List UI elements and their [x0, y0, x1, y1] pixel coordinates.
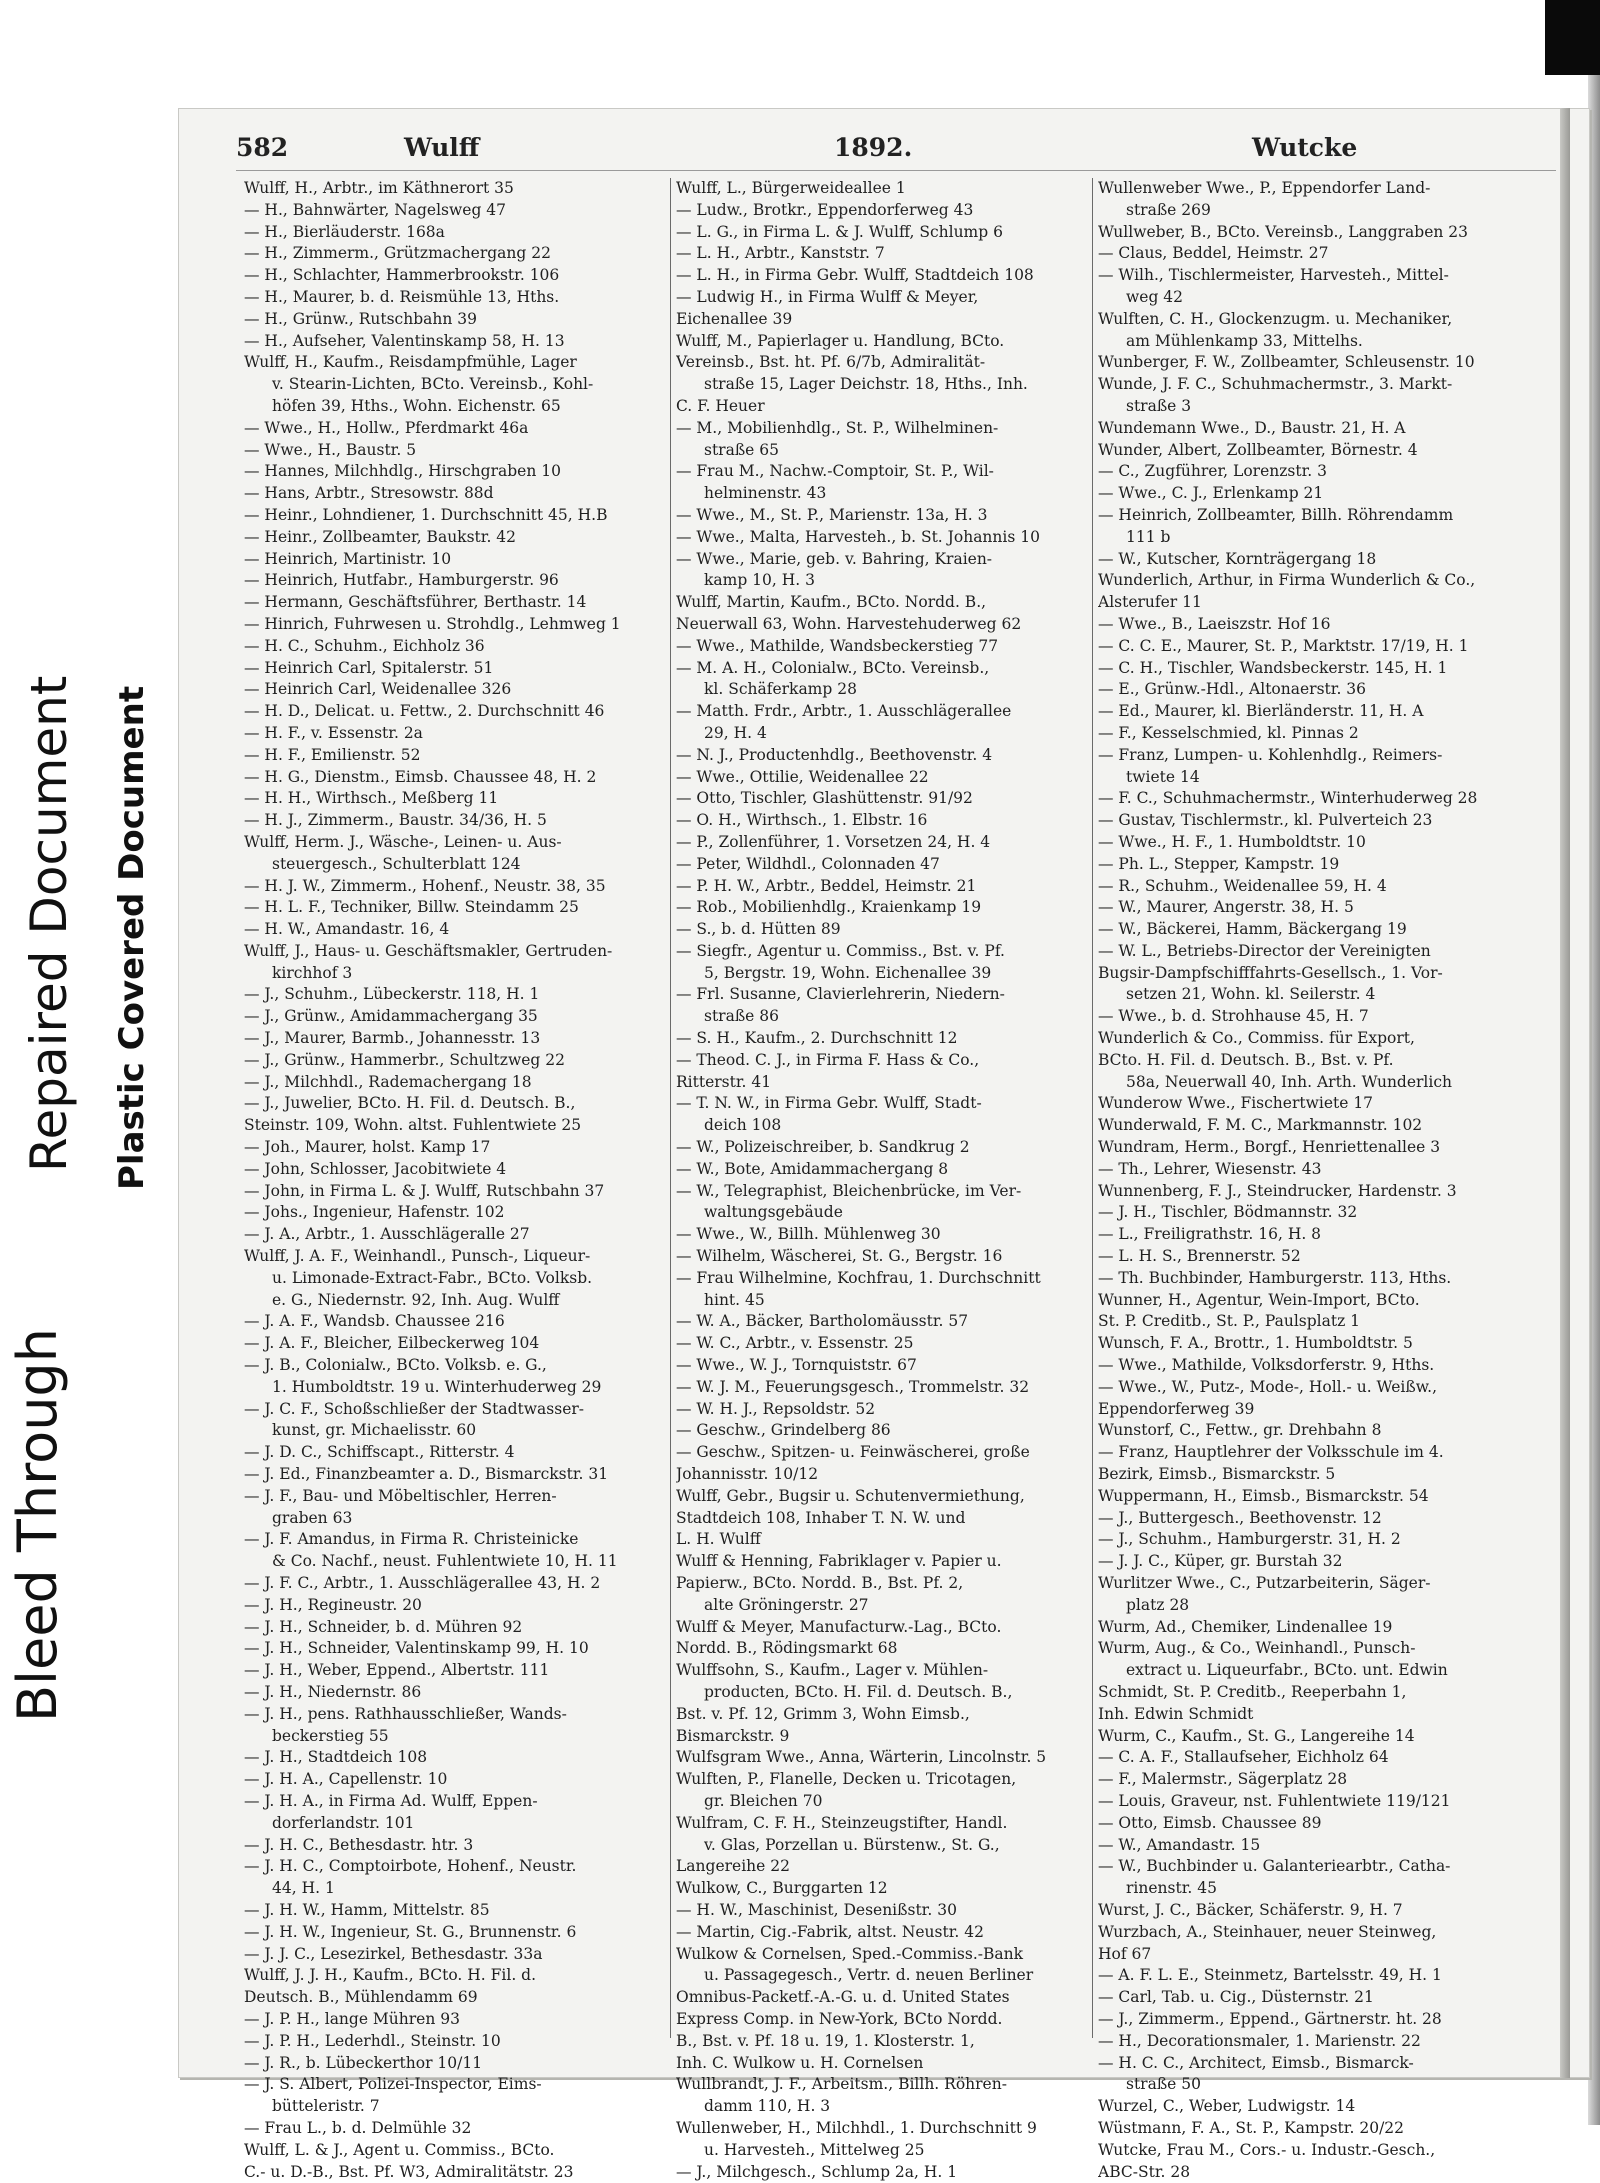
header-rule — [236, 170, 1556, 171]
directory-entry-line: — Frau M., Nachw.-Comptoir, St. P., Wil- — [676, 462, 994, 481]
directory-entry-line: — M., Mobilienhdlg., St. P., Wilhelminen- — [676, 418, 999, 437]
directory-entry-line: — A. F. L. E., Steinmetz, Bartelsstr. 49, H. 1 — [1098, 1966, 1442, 1985]
directory-entry-line: — H. F., Emilienstr. 52 — [244, 745, 421, 764]
directory-entry-line: twiete 14 — [1126, 767, 1200, 786]
directory-entry-line: Wüstmann, F. A., St. P., Kampstr. 20/22 — [1098, 2118, 1405, 2137]
directory-entry-line: Wulff, J. A. F., Weinhandl., Punsch-, Liqueur- — [244, 1247, 591, 1266]
directory-entry-line: — J. H. C., Bethesdastr. htr. 3 — [244, 1835, 474, 1854]
directory-column-3 — [1098, 178, 1513, 2183]
directory-entry-line: Bismarckstr. 9 — [676, 1726, 790, 1745]
directory-entry-line: — J. J. C., Lesezirkel, Bethesdastr. 33a — [244, 1944, 543, 1963]
directory-entry-line: Bugsir-Dampfschifffahrts-Gesellsch., 1. Vor- — [1098, 963, 1443, 982]
directory-entry-line: Wulff, M., Papierlager u. Handlung, BCto. — [676, 331, 1005, 350]
directory-entry-line: — Frl. Susanne, Clavierlehrerin, Niedern- — [676, 985, 1005, 1004]
directory-entry-line: 1. Humboldtstr. 19 u. Winterhuderweg 29 — [272, 1377, 602, 1396]
directory-entry-line: — J. A., Arbtr., 1. Ausschlägeralle 27 — [244, 1225, 530, 1244]
directory-entry-line: — M. A. H., Colonialw., BCto. Vereinsb., — [676, 658, 990, 677]
label-repaired-document: Repaired Document — [20, 675, 78, 1172]
directory-entry-line: Wullenweber Wwe., P., Eppendorfer Land- — [1098, 179, 1431, 197]
directory-entry-line: Langereihe 22 — [676, 1857, 790, 1876]
directory-entry-line: — J. H., Stadtdeich 108 — [244, 1748, 428, 1767]
directory-entry-line: — Heinrich Carl, Spitalerstr. 51 — [244, 658, 494, 677]
directory-entry-line: beckerstieg 55 — [272, 1726, 389, 1745]
directory-entry-line: Bst. v. Pf. 12, Grimm 3, Wohn Eimsb., — [676, 1704, 970, 1723]
directory-entry-line: — Wwe., Marie, geb. v. Bahring, Kraien- — [676, 549, 993, 568]
directory-entry-line: weg 42 — [1126, 287, 1184, 306]
directory-entry-line: — Louis, Graveur, nst. Fuhlentwiete 119/121 — [1098, 1791, 1451, 1810]
directory-entry-line: — Heinrich, Hutfabr., Hamburgerstr. 96 — [244, 571, 559, 590]
directory-entry-line: Schmidt, St. P. Creditb., Reeperbahn 1, — [1098, 1682, 1407, 1701]
directory-entry-line: — J. R., b. Lübeckerthor 10/11 — [244, 2053, 483, 2072]
directory-entry-line: Inh. C. Wulkow u. H. Cornelsen — [676, 2053, 924, 2072]
directory-entry-line: — Heinr., Lohndiener, 1. Durchschnitt 45, H.B — [244, 505, 608, 524]
directory-entry-line: — J. H. W., Ingenieur, St. G., Brunnenstr. 6 — [244, 1922, 577, 1941]
directory-entry-line: — W., Bäckerei, Hamm, Bäckergang 19 — [1098, 920, 1407, 939]
directory-entry-line: extract u. Liqueurfabr., BCto. unt. Edwin — [1126, 1661, 1448, 1680]
directory-entry-line: Wurlitzer Wwe., C., Putzarbeiterin, Säger- — [1098, 1574, 1431, 1592]
directory-entry-line: am Mühlenkamp 33, Mittelhs. — [1126, 331, 1363, 350]
directory-entry-line: — Wwe., W. J., Tornquiststr. 67 — [676, 1356, 917, 1375]
directory-entry-line: u. Harvesteh., Mittelweg 25 — [704, 2140, 925, 2159]
directory-entry-line: — W., Maurer, Angerstr. 38, H. 5 — [1098, 898, 1354, 917]
directory-entry-line: Wunder, Albert, Zollbeamter, Börnestr. 4 — [1098, 440, 1418, 459]
directory-entry-line: u. Passagegesch., Vertr. d. neuen Berliner — [704, 1966, 1034, 1985]
label-plastic-covered-document: Plastic Covered Document — [112, 685, 152, 1190]
directory-entry-line: dorferlandstr. 101 — [272, 1813, 415, 1832]
directory-entry-line: — H. H., Wirthsch., Meßberg 11 — [244, 789, 499, 808]
directory-entry-line: — W. C., Arbtr., v. Essenstr. 25 — [676, 1334, 914, 1353]
directory-entry-line: 29, H. 4 — [704, 723, 767, 742]
directory-entry-line: — J. H., Regineustr. 20 — [244, 1595, 422, 1614]
directory-entry-line: — Siegfr., Agentur u. Commiss., Bst. v. Pf. — [676, 941, 1005, 960]
directory-entry-line: — Wwe., Ottilie, Weidenallee 22 — [676, 767, 929, 786]
directory-entry-line: — J. S. Albert, Polizei-Inspector, Eims- — [244, 2075, 542, 2094]
directory-entry-line: 111 b — [1126, 527, 1171, 546]
directory-entry-line: — Heinrich Carl, Weidenallee 326 — [244, 680, 512, 699]
directory-entry-line: — J., Maurer, Barmb., Johannesstr. 13 — [244, 1029, 541, 1048]
directory-entry-line: — Otto, Tischler, Glashüttenstr. 91/92 — [676, 789, 973, 808]
directory-entry-line: — F., Kesselschmied, kl. Pinnas 2 — [1098, 723, 1359, 742]
directory-entry-line: — J. A. F., Bleicher, Eilbeckerweg 104 — [244, 1334, 540, 1353]
directory-entry-line: — L. H., in Firma Gebr. Wulff, Stadtdeich 108 — [676, 266, 1034, 285]
directory-entry-line: — J. H., Schneider, Valentinskamp 99, H. 10 — [244, 1639, 589, 1658]
directory-entry-line: straße 3 — [1126, 396, 1192, 415]
directory-entry-line: — C. C. E., Maurer, St. P., Marktstr. 17/19, H. 1 — [1098, 636, 1469, 655]
directory-entry-line: — Franz, Hauptlehrer der Volksschule im 4. — [1098, 1443, 1444, 1462]
directory-entry-line: steuergesch., Schulterblatt 124 — [272, 854, 521, 873]
directory-entry-line: — H., Grünw., Rutschbahn 39 — [244, 309, 477, 328]
directory-entry-line: — T. N. W., in Firma Gebr. Wulff, Stadt- — [676, 1094, 982, 1113]
directory-entry-line: — Wwe., M., St. P., Marienstr. 13a, H. 3 — [676, 505, 988, 524]
directory-entry-line: graben 63 — [272, 1508, 353, 1527]
directory-entry-line: — Wwe., H., Hollw., Pferdmarkt 46a — [244, 418, 529, 437]
directory-entry-line: Wunner, H., Agentur, Wein-Import, BCto. — [1098, 1290, 1420, 1309]
directory-entry-line: — F. C., Schuhmachermstr., Winterhuderweg 28 — [1098, 789, 1478, 808]
label-bleed-through: Bleed Through — [6, 1328, 69, 1722]
directory-entry-line: — Heinrich, Martinistr. 10 — [244, 549, 452, 568]
directory-entry-line: straße 65 — [704, 440, 780, 459]
directory-entry-line: Wulffsohn, S., Kaufm., Lager v. Mühlen- — [676, 1661, 989, 1680]
directory-entry-line: Wulff & Meyer, Manufacturw.-Lag., BCto. — [676, 1617, 1002, 1636]
directory-entry-line: — Rob., Mobilienhdlg., Kraienkamp 19 — [676, 898, 982, 917]
column-divider — [1092, 178, 1093, 2038]
directory-entry-line: — W., Polizeischreiber, b. Sandkrug 2 — [676, 1138, 970, 1157]
directory-entry-line: waltungsgebäude — [704, 1203, 843, 1222]
directory-entry-line: — J., Schuhm., Hamburgerstr. 31, H. 2 — [1098, 1530, 1401, 1549]
directory-entry-line: — Wwe., Malta, Harvesteh., b. St. Johannis 10 — [676, 527, 1040, 546]
directory-entry-line: Eichenallee 39 — [676, 309, 793, 328]
right-running-head: Wutcke — [1252, 133, 1358, 162]
directory-entry-line: 44, H. 1 — [272, 1879, 335, 1898]
directory-entry-line: — Geschw., Spitzen- u. Feinwäscherei, große — [676, 1443, 1030, 1462]
directory-entry-line: — J. C. F., Schoßschließer der Stadtwasser- — [244, 1399, 585, 1418]
directory-entry-line: — R., Schuhm., Weidenallee 59, H. 4 — [1098, 876, 1387, 895]
directory-entry-line: Ritterstr. 41 — [676, 1072, 772, 1091]
directory-entry-line: — W., Kutscher, Kornträgergang 18 — [1098, 549, 1377, 568]
directory-entry-line: — Ed., Maurer, kl. Bierländerstr. 11, H. A — [1098, 702, 1424, 721]
directory-entry-line: — Wwe., Mathilde, Volksdorferstr. 9, Hths. — [1098, 1356, 1435, 1375]
directory-entry-line: — Claus, Beddel, Heimstr. 27 — [1098, 244, 1329, 263]
directory-entry-line: C. F. Heuer — [676, 396, 765, 415]
directory-entry-line: — J. H., pens. Rathhausschließer, Wands- — [244, 1704, 567, 1723]
directory-entry-line: alte Gröningerstr. 27 — [704, 1595, 869, 1614]
directory-entry-line: Papierw., BCto. Nordd. B., Bst. Pf. 2, — [676, 1574, 964, 1592]
directory-entry-line: — L. H. S., Brennerstr. 52 — [1098, 1247, 1301, 1266]
directory-entry-line: — W., Telegraphist, Bleichenbrücke, im Ver- — [676, 1181, 1022, 1200]
directory-entry-line: — H., Schlachter, Hammerbrookstr. 106 — [244, 266, 560, 285]
directory-entry-line: — J. F. Amandus, in Firma R. Christeinicke — [244, 1530, 579, 1549]
directory-entry-line: höfen 39, Hths., Wohn. Eichenstr. 65 — [272, 396, 561, 415]
directory-entry-line: — S. H., Kaufm., 2. Durchschnitt 12 — [676, 1029, 958, 1048]
directory-entry-line: — Franz, Lumpen- u. Kohlenhdlg., Reimers- — [1098, 745, 1443, 764]
directory-entry-line: straße 269 — [1126, 200, 1211, 219]
page-number: 582 — [236, 133, 289, 162]
directory-entry-line: Express Comp. in New-York, BCto Nordd. — [676, 2009, 1003, 2028]
directory-entry-line: Eppendorferweg 39 — [1098, 1399, 1255, 1418]
column-divider — [670, 178, 671, 2038]
directory-entry-line: Wurzel, C., Weber, Ludwigstr. 14 — [1098, 2097, 1356, 2116]
directory-entry-line: — Joh., Maurer, holst. Kamp 17 — [244, 1138, 491, 1157]
page-right-border — [1560, 108, 1570, 2078]
directory-entry-line: — Wilh., Tischlermeister, Harvesteh., Mittel- — [1098, 266, 1449, 285]
directory-entry-line: helminenstr. 43 — [704, 484, 827, 503]
directory-entry-line: Wulff & Henning, Fabriklager v. Papier u. — [676, 1552, 1002, 1571]
directory-entry-line: Wunstorf, C., Fettw., gr. Drehbahn 8 — [1098, 1421, 1382, 1440]
directory-entry-line: Wulff, Gebr., Bugsir u. Schutenvermiethung, — [676, 1486, 1025, 1505]
directory-entry-line: — Wwe., W., Putz-, Mode-, Holl.- u. Weißw., — [1098, 1377, 1437, 1396]
directory-entry-line: damm 110, H. 3 — [704, 2097, 831, 2116]
directory-entry-line: — H. W., Amandastr. 16, 4 — [244, 920, 450, 939]
directory-entry-line: hint. 45 — [704, 1290, 765, 1309]
directory-entry-line: & Co. Nachf., neust. Fuhlentwiete 10, H. 11 — [272, 1552, 618, 1571]
directory-entry-line: — W., Amandastr. 15 — [1098, 1835, 1261, 1854]
directory-entry-line: straße 15, Lager Deichstr. 18, Hths., Inh. — [704, 375, 1028, 394]
directory-entry-line: — Hermann, Geschäftsführer, Berthastr. 14 — [244, 593, 587, 612]
directory-entry-line: — H., Bierläuderstr. 168a — [244, 222, 445, 241]
directory-entry-line: producten, BCto. H. Fil. d. Deutsch. B., — [704, 1682, 1013, 1701]
directory-entry-line: kl. Schäferkamp 28 — [704, 680, 857, 699]
directory-entry-line: — H., Zimmerm., Grützmachergang 22 — [244, 244, 551, 263]
directory-entry-line: — Heinr., Zollbeamter, Baukstr. 42 — [244, 527, 517, 546]
directory-entry-line: — L., Freiligrathstr. 16, H. 8 — [1098, 1225, 1322, 1244]
directory-entry-line: Wulfsgram Wwe., Anna, Wärterin, Lincolnstr. 5 — [676, 1748, 1047, 1767]
directory-entry-line: — J. F. C., Arbtr., 1. Ausschlägerallee 43, H. 2 — [244, 1574, 601, 1592]
directory-entry-line: Wunderlich, Arthur, in Firma Wunderlich & Co., — [1098, 571, 1476, 590]
directory-entry-line: u. Limonade-Extract-Fabr., BCto. Volksb. — [272, 1268, 593, 1287]
directory-entry-line: — J., Grünw., Hammerbr., Schultzweg 22 — [244, 1050, 565, 1069]
directory-entry-line: — H., Aufseher, Valentinskamp 58, H. 13 — [244, 331, 565, 350]
directory-entry-line: — C. H., Tischler, Wandsbeckerstr. 145, H. 1 — [1098, 658, 1448, 677]
directory-entry-line: — Wwe., H. F., 1. Humboldtstr. 10 — [1098, 832, 1366, 851]
directory-entry-line: Wunderow Wwe., Fischertwiete 17 — [1098, 1094, 1374, 1113]
directory-entry-line: — Martin, Cig.-Fabrik, altst. Neustr. 42 — [676, 1922, 985, 1941]
directory-entry-line: — Wwe., H., Baustr. 5 — [244, 440, 417, 459]
directory-entry-line: — Wilhelm, Wäscherei, St. G., Bergstr. 16 — [676, 1247, 1003, 1266]
directory-entry-line: — Carl, Tab. u. Cig., Düsternstr. 21 — [1098, 1988, 1374, 2007]
directory-entry-line: — W. A., Bäcker, Bartholomäusstr. 57 — [676, 1312, 969, 1331]
directory-entry-line: Wunde, J. F. C., Schuhmachermstr., 3. Markt- — [1098, 375, 1453, 394]
directory-entry-line: — H., Bahnwärter, Nagelsweg 47 — [244, 200, 507, 219]
directory-entry-line: — E., Grünw.-Hdl., Altonaerstr. 36 — [1098, 680, 1367, 699]
directory-entry-line: Nordd. B., Rödingsmarkt 68 — [676, 1639, 898, 1658]
directory-entry-line: — Wwe., Mathilde, Wandsbeckerstieg 77 — [676, 636, 999, 655]
directory-entry-line: — Hans, Arbtr., Stresowstr. 88d — [244, 484, 494, 503]
directory-entry-line: Wulff, L. & J., Agent u. Commiss., BCto. — [244, 2140, 555, 2159]
directory-entry-line: — C., Zugführer, Lorenzstr. 3 — [1098, 462, 1327, 481]
directory-entry-line: Wundemann Wwe., D., Baustr. 21, H. A — [1098, 418, 1406, 437]
directory-entry-line: — C. A. F., Stallaufseher, Eichholz 64 — [1098, 1748, 1389, 1767]
directory-entry-line: — J., Milchhdl., Rademachergang 18 — [244, 1072, 532, 1091]
directory-entry-line: Wulkow & Cornelsen, Sped.-Commiss.-Bank — [676, 1944, 1023, 1963]
directory-entry-line: — H., Decorationsmaler, 1. Marienstr. 22 — [1098, 2031, 1421, 2050]
directory-entry-line: — H. W., Maschinist, Desenißstr. 30 — [676, 1900, 957, 1919]
directory-entry-line: — Peter, Wildhdl., Colonnaden 47 — [676, 854, 940, 873]
directory-entry-line: Wurm, C., Kaufm., St. G., Langereihe 14 — [1098, 1726, 1415, 1745]
directory-entry-line: — Heinrich, Zollbeamter, Billh. Röhrendamm — [1098, 505, 1454, 524]
directory-column-2 — [676, 178, 1091, 2183]
directory-entry-line: bütteleristr. 7 — [272, 2097, 380, 2116]
directory-entry-line: — J., Juwelier, BCto. H. Fil. d. Deutsch. B., — [244, 1094, 576, 1113]
directory-entry-line: C.- u. D.-B., Bst. Pf. W3, Admiralitätstr. 23 — [244, 2162, 574, 2181]
directory-entry-line: — J. H., Schneider, b. d. Mühren 92 — [244, 1617, 523, 1636]
directory-entry-line: — N. J., Productenhdlg., Beethovenstr. 4 — [676, 745, 993, 764]
directory-entry-line: Neuerwall 63, Wohn. Harvestehuderweg 62 — [676, 614, 1022, 633]
directory-entry-line: Wunberger, F. W., Zollbeamter, Schleusenstr. 10 — [1098, 353, 1475, 372]
directory-entry-line: — H. C. C., Architect, Eimsb., Bismarck- — [1098, 2053, 1414, 2072]
directory-entry-line: — J. H. W., Hamm, Mittelstr. 85 — [244, 1900, 490, 1919]
directory-entry-line: — Otto, Eimsb. Chaussee 89 — [1098, 1813, 1322, 1832]
directory-entry-line: Deutsch. B., Mühlendamm 69 — [244, 1988, 478, 2007]
directory-entry-line: — J. H. A., in Firma Ad. Wulff, Eppen- — [244, 1791, 538, 1810]
directory-entry-line: — Frau Wilhelmine, Kochfrau, 1. Durchschnitt — [676, 1268, 1041, 1287]
directory-entry-line: Wulff, H., Kaufm., Reisdampfmühle, Lager — [244, 353, 577, 372]
directory-entry-line: — J. H. A., Capellenstr. 10 — [244, 1770, 448, 1789]
directory-entry-line: — H. J. W., Zimmerm., Hohenf., Neustr. 38, 35 — [244, 876, 606, 895]
directory-entry-line: Wutcke, Frau M., Cors.- u. Industr.-Gesch., — [1098, 2140, 1436, 2159]
directory-entry-line: — H. C., Schuhm., Eichholz 36 — [244, 636, 485, 655]
left-running-head: Wulff — [404, 133, 480, 162]
directory-entry-line: Wundram, Herm., Borgf., Henriettenallee 3 — [1098, 1138, 1441, 1157]
directory-entry-line: — J. F., Bau- und Möbeltischler, Herren- — [244, 1486, 557, 1505]
directory-entry-line: — Wwe., b. d. Strohhause 45, H. 7 — [1098, 1007, 1369, 1026]
directory-entry-line: Stadtdeich 108, Inhaber T. N. W. und — [676, 1508, 966, 1527]
directory-entry-line: — J. D. C., Schiffscapt., Ritterstr. 4 — [244, 1443, 515, 1462]
directory-entry-line: — J., Zimmerm., Eppend., Gärtnerstr. ht. 28 — [1098, 2009, 1442, 2028]
directory-entry-line: — J., Buttergesch., Beethovenstr. 12 — [1098, 1508, 1382, 1527]
directory-column-1 — [244, 178, 659, 2183]
directory-entry-line: Wurzbach, A., Steinhauer, neuer Steinweg, — [1098, 1922, 1437, 1941]
directory-entry-line: — Johs., Ingenieur, Hafenstr. 102 — [244, 1203, 505, 1222]
directory-entry-line: — J., Grünw., Amidammachergang 35 — [244, 1007, 538, 1026]
directory-entry-line: — J. Ed., Finanzbeamter a. D., Bismarckstr. 31 — [244, 1465, 609, 1484]
directory-entry-line: Wurm, Aug., & Co., Weinhandl., Punsch- — [1098, 1639, 1416, 1658]
directory-entry-line: ABC-Str. 28 — [1098, 2162, 1191, 2181]
directory-entry-line: — O. H., Wirthsch., 1. Elbstr. 16 — [676, 811, 928, 830]
directory-entry-line: Wulfram, C. F. H., Steinzeugstifter, Handl. — [676, 1813, 1008, 1832]
directory-entry-line: Bezirk, Eimsb., Bismarckstr. 5 — [1098, 1465, 1336, 1484]
directory-entry-line: — J. H., Tischler, Bödmannstr. 32 — [1098, 1203, 1358, 1222]
directory-entry-line: — J. H. C., Comptoirbote, Hohenf., Neustr. — [244, 1857, 577, 1876]
directory-entry-line: — J. P. H., lange Mühren 93 — [244, 2009, 460, 2028]
directory-entry-line: — Wwe., W., Billh. Mühlenweg 30 — [676, 1225, 941, 1244]
directory-entry-line: Wulff, Herm. J., Wäsche-, Leinen- u. Aus- — [244, 832, 562, 851]
directory-entry-line: — John, in Firma L. & J. Wulff, Rutschbahn 37 — [244, 1181, 605, 1200]
directory-entry-line: Omnibus-Packetf.-A.-G. u. d. United States — [676, 1988, 1010, 2007]
directory-entry-line: Wulff, H., Arbtr., im Käthnerort 35 — [244, 179, 514, 197]
directory-entry-line: kirchhof 3 — [272, 963, 353, 982]
directory-entry-line: v. Glas, Porzellan u. Bürstenw., St. G., — [704, 1835, 1000, 1854]
directory-entry-line: — Gustav, Tischlermstr., kl. Pulverteich 23 — [1098, 811, 1433, 830]
directory-entry-line: — J., Milchgesch., Schlump 2a, H. 1 — [676, 2162, 958, 2181]
directory-entry-line: — Theod. C. J., in Firma F. Hass & Co., — [676, 1050, 980, 1069]
directory-entry-line: deich 108 — [704, 1116, 782, 1135]
directory-entry-line: straße 86 — [704, 1007, 780, 1026]
directory-entry-line: — Wwe., C. J., Erlenkamp 21 — [1098, 484, 1324, 503]
directory-entry-line: 5, Bergstr. 19, Wohn. Eichenallee 39 — [704, 963, 992, 982]
directory-entry-line: v. Stearin-Lichten, BCto. Vereinsb., Kohl- — [272, 375, 594, 394]
page-year: 1892. — [834, 133, 913, 162]
directory-entry-line: — J. B., Colonialw., BCto. Volksb. e. G., — [244, 1356, 547, 1375]
directory-entry-line: 58a, Neuerwall 40, Inh. Arth. Wunderlich — [1126, 1072, 1453, 1091]
directory-entry-line: Wullweber, B., BCto. Vereinsb., Langgraben 23 — [1098, 222, 1469, 241]
directory-entry-line: — Ph. L., Stepper, Kampstr. 19 — [1098, 854, 1340, 873]
directory-entry-line: — H. J., Zimmerm., Baustr. 34/36, H. 5 — [244, 811, 547, 830]
directory-entry-line: Alsterufer 11 — [1098, 593, 1202, 612]
directory-entry-line: — Th., Lehrer, Wiesenstr. 43 — [1098, 1159, 1322, 1178]
directory-entry-line: — H. L. F., Techniker, Billw. Steindamm 25 — [244, 898, 579, 917]
directory-entry-line: B., Bst. v. Pf. 18 u. 19, 1. Klosterstr. 1, — [676, 2031, 975, 2050]
directory-entry-line: straße 50 — [1126, 2075, 1202, 2094]
directory-entry-line: Wuppermann, H., Eimsb., Bismarckstr. 54 — [1098, 1486, 1429, 1505]
directory-entry-line: Inh. Edwin Schmidt — [1098, 1704, 1254, 1723]
directory-entry-line: — W. J. M., Feuerungsgesch., Trommelstr. 32 — [676, 1377, 1030, 1396]
directory-entry-line: — J. P. H., Lederhdl., Steinstr. 10 — [244, 2031, 501, 2050]
directory-entry-line: — Ludw., Brotkr., Eppendorferweg 43 — [676, 200, 974, 219]
directory-entry-line: — P., Zollenführer, 1. Vorsetzen 24, H. 4 — [676, 832, 991, 851]
directory-entry-line: setzen 21, Wohn. kl. Seilerstr. 4 — [1126, 985, 1376, 1004]
scanner-black-corner — [1545, 0, 1600, 75]
directory-entry-line: — Ludwig H., in Firma Wulff & Meyer, — [676, 287, 979, 306]
directory-entry-line: — L. H., Arbtr., Kanststr. 7 — [676, 244, 885, 263]
directory-entry-line: — H. G., Dienstm., Eimsb. Chaussee 48, H. 2 — [244, 767, 597, 786]
directory-entry-line: St. P. Creditb., St. P., Paulsplatz 1 — [1098, 1312, 1361, 1331]
directory-entry-line: Wulff, Martin, Kaufm., BCto. Nordd. B., — [676, 593, 987, 612]
directory-entry-line: — L. G., in Firma L. & J. Wulff, Schlump 6 — [676, 222, 1003, 241]
directory-entry-line: — S., b. d. Hütten 89 — [676, 920, 841, 939]
directory-entry-line: — W. L., Betriebs-Director der Vereinigten — [1098, 941, 1431, 960]
directory-entry-line: — P. H. W., Arbtr., Beddel, Heimstr. 21 — [676, 876, 977, 895]
directory-entry-line: Wulkow, C., Burggarten 12 — [676, 1879, 888, 1898]
directory-entry-line: — Hinrich, Fuhrwesen u. Strohdlg., Lehmweg 1 — [244, 614, 621, 633]
directory-entry-line: kunst, gr. Michaelisstr. 60 — [272, 1421, 477, 1440]
directory-entry-line: — H. F., v. Essenstr. 2a — [244, 723, 423, 742]
directory-entry-line: Steinstr. 109, Wohn. altst. Fuhlentwiete 25 — [244, 1116, 582, 1135]
directory-entry-line: Wunnenberg, F. J., Steindrucker, Hardenstr. 3 — [1098, 1181, 1457, 1200]
directory-entry-line: — John, Schlosser, Jacobitwiete 4 — [244, 1159, 507, 1178]
directory-entry-line: Wulff, J., Haus- u. Geschäftsmakler, Gertruden- — [244, 941, 613, 960]
directory-entry-line: Wullbrandt, J. F., Arbeitsm., Billh. Röhren- — [676, 2075, 1007, 2094]
directory-entry-line: — Hannes, Milchhdlg., Hirschgraben 10 — [244, 462, 561, 481]
directory-entry-line: — J., Schuhm., Lübeckerstr. 118, H. 1 — [244, 985, 540, 1004]
directory-entry-line: — J. A. F., Wandsb. Chaussee 216 — [244, 1312, 505, 1331]
directory-entry-line: — Frau L., b. d. Delmühle 32 — [244, 2118, 472, 2137]
directory-entry-line: rinenstr. 45 — [1126, 1879, 1217, 1898]
directory-entry-line: — J. H., Niedernstr. 86 — [244, 1682, 422, 1701]
directory-entry-line: Wulff, J. J. H., Kaufm., BCto. H. Fil. d. — [244, 1966, 537, 1985]
directory-entry-line: — Matth. Frdr., Arbtr., 1. Ausschlägerallee — [676, 702, 1012, 721]
directory-entry-line: kamp 10, H. 3 — [704, 571, 815, 590]
directory-entry-line: — W., Buchbinder u. Galanteriearbtr., Catha- — [1098, 1857, 1451, 1876]
directory-entry-line: — W. H. J., Repsoldstr. 52 — [676, 1399, 876, 1418]
directory-entry-line: Wulften, C. H., Glockenzugm. u. Mechaniker, — [1098, 309, 1453, 328]
directory-entry-line: — Wwe., B., Laeiszstr. Hof 16 — [1098, 614, 1331, 633]
directory-entry-line: Johannisstr. 10/12 — [676, 1465, 819, 1484]
directory-entry-line: BCto. H. Fil. d. Deutsch. B., Bst. v. Pf. — [1098, 1050, 1394, 1069]
directory-entry-line: — H., Maurer, b. d. Reismühle 13, Hths. — [244, 287, 560, 306]
directory-entry-line: Vereinsb., Bst. ht. Pf. 6/7b, Admiralität- — [676, 353, 986, 372]
directory-entry-line: L. H. Wulff — [676, 1530, 761, 1549]
directory-entry-line: Wulften, P., Flanelle, Decken u. Tricotagen, — [676, 1770, 1017, 1789]
directory-entry-line: — Th. Buchbinder, Hamburgerstr. 113, Hths. — [1098, 1268, 1452, 1287]
directory-entry-line: Wunderwald, F. M. C., Markmannstr. 102 — [1098, 1116, 1423, 1135]
directory-entry-line: e. G., Niedernstr. 92, Inh. Aug. Wulff — [272, 1290, 560, 1309]
directory-entry-line: Wurst, J. C., Bäcker, Schäferstr. 9, H. 7 — [1098, 1900, 1403, 1919]
directory-entry-line: Wullenweber, H., Milchhdl., 1. Durchschnitt 9 — [676, 2118, 1037, 2137]
directory-entry-line: platz 28 — [1126, 1595, 1190, 1614]
directory-entry-line: — F., Malermstr., Sägerplatz 28 — [1098, 1770, 1348, 1789]
directory-entry-line: Wurm, Ad., Chemiker, Lindenallee 19 — [1098, 1617, 1393, 1636]
directory-entry-line: Wulff, L., Bürgerweideallee 1 — [676, 179, 906, 197]
directory-entry-line: — J. J. C., Küper, gr. Burstah 32 — [1098, 1552, 1343, 1571]
directory-entry-line: — J. H., Weber, Eppend., Albertstr. 111 — [244, 1661, 550, 1680]
directory-entry-line: — H. D., Delicat. u. Fettw., 2. Durchschnitt 46 — [244, 702, 605, 721]
directory-entry-line: — W., Bote, Amidammachergang 8 — [676, 1159, 949, 1178]
directory-entry-line: gr. Bleichen 70 — [704, 1791, 823, 1810]
directory-entry-line: Hof 67 — [1098, 1944, 1152, 1963]
directory-entry-line: Wunsch, F. A., Brottr., 1. Humboldtstr. 5 — [1098, 1334, 1413, 1353]
directory-entry-line: Wunderlich & Co., Commiss. für Export, — [1098, 1029, 1415, 1048]
directory-entry-line: — Geschw., Grindelberg 86 — [676, 1421, 891, 1440]
